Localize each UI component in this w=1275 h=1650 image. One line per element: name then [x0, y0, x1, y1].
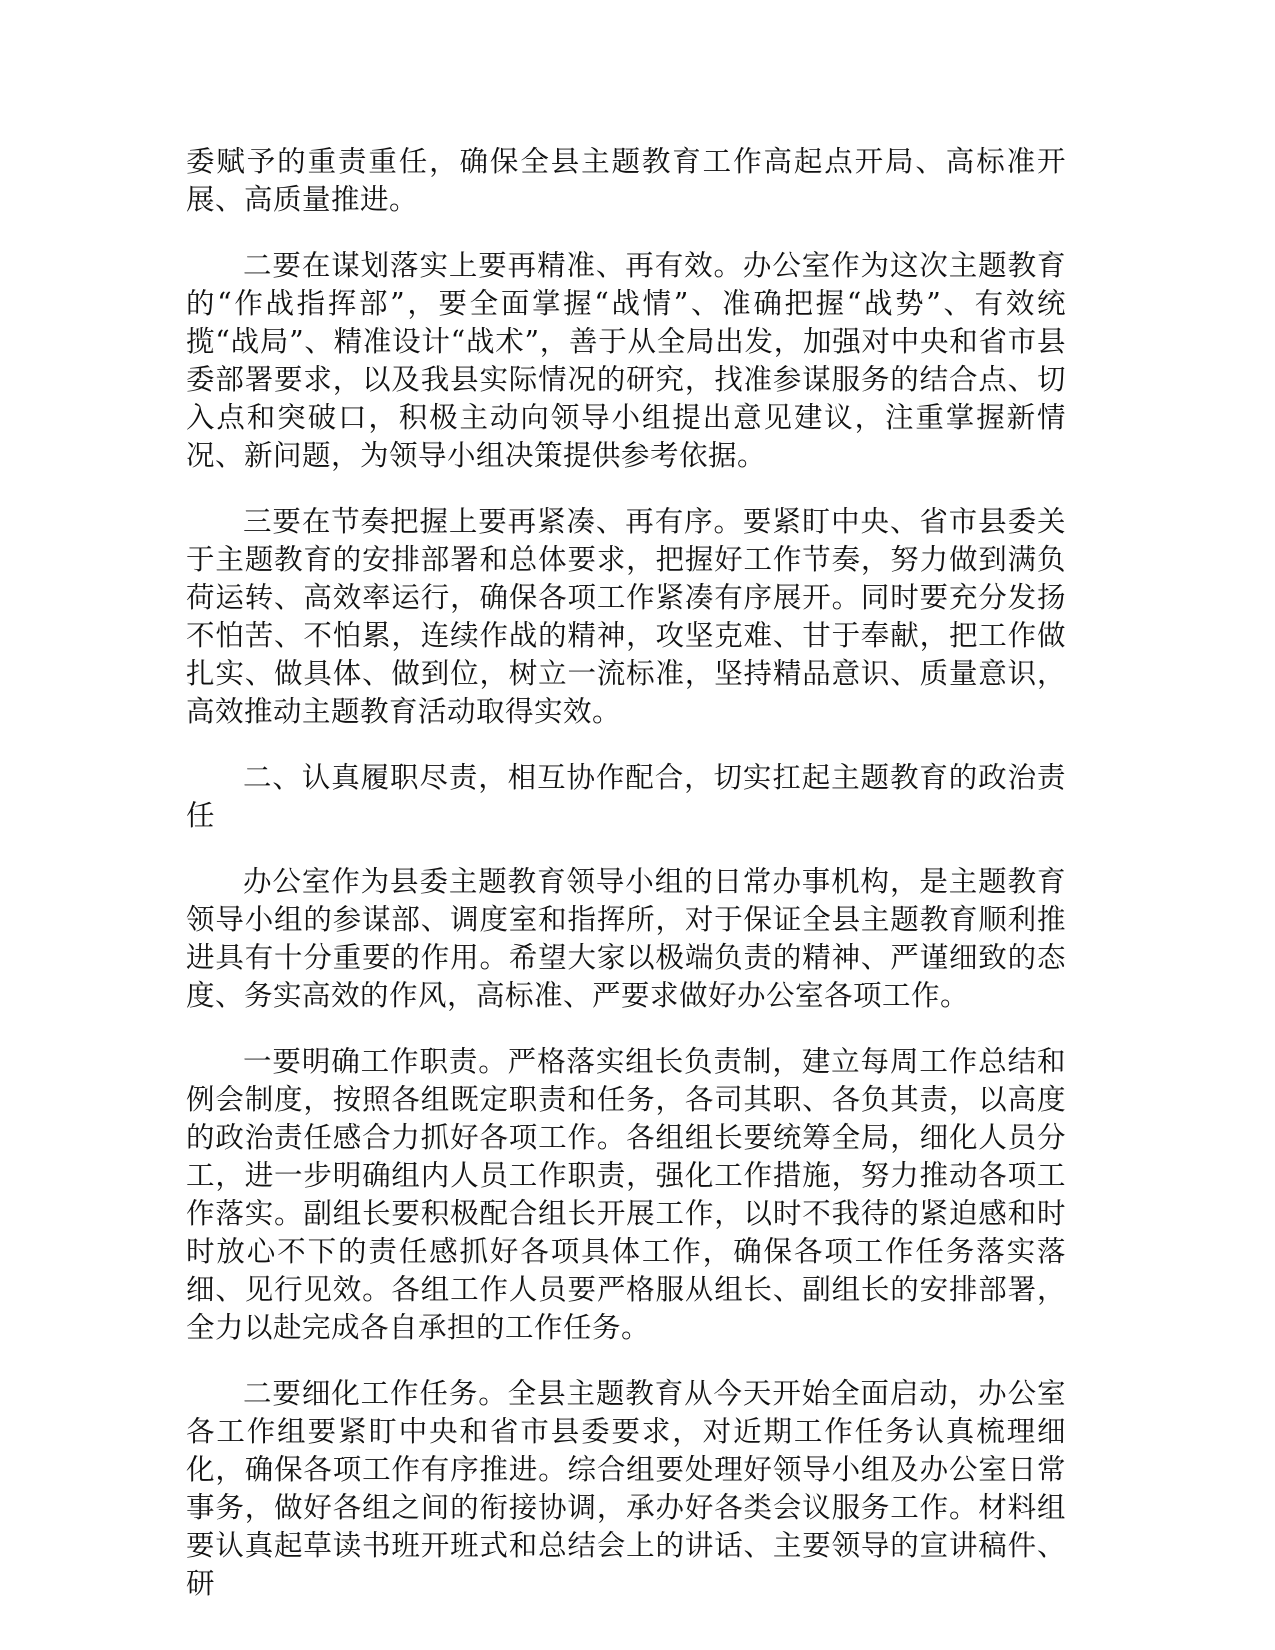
paragraph-responsibilities: 一要明确工作职责。严格落实组长负责制，建立每周工作总结和例会制度，按照各组既定职责和任务，各司其职、各负其责，以高度的政治责任感合力抓好各项工作。各组组长要统筹全局，细化人员分工，进一步明确组内人员工作职责，强化工作措施，努力推动各项工作落实。副组长要积极配合组长开展工作，以时不我待的紧迫感和时时放心不下的责任感抓好各项具体工作，确保各项工作任务落实落细、见行见效。各组工作人员要严格服从组长、副组长的安排部署，全力以赴完成各自承担的工作任务。: [186, 1045, 1066, 1344]
section-heading-duty: 二、认真履职尽责，相互协作配合，切实扛起主题教育的政治责任: [186, 761, 1066, 832]
paragraph-planning: 二要在谋划落实上要再精准、再有效。办公室作为这次主题教育的“作战指挥部”，要全面掌握“战情”、准确把握“战势”、有效统揽“战局”、精准设计“战术”，善于从全局出发，加强对中央和省市县委部署要求，以及我县实际情况的研究，找准参谋服务的结合点、切入点和突破口，积极主动向领导小组提出意见建议，注重掌握新情况、新问题，为领导小组决策提供参考依据。: [186, 249, 1066, 472]
paragraph-continuation: 委赋予的重责重任，确保全县主题教育工作高起点开局、高标准开展、高质量推进。: [186, 145, 1066, 216]
paragraph-tasks: 二要细化工作任务。全县主题教育从今天开始全面启动，办公室各工作组要紧盯中央和省市县委要求，对近期工作任务认真梳理细化，确保各项工作有序推进。综合组要处理好领导小组及办公室日常事务，做好各组之间的衔接协调，承办好各类会议服务工作。材料组要认真起草读书班开班式和总结会上的讲话、主要领导的宣讲稿件、研: [186, 1377, 1066, 1600]
paragraph-rhythm: 三要在节奏把握上要再紧凑、再有序。要紧盯中央、省市县委关于主题教育的安排部署和总体要求，把握好工作节奏，努力做到满负荷运转、高效率运行，确保各项工作紧凑有序展开。同时要充分发扬不怕苦、不怕累，连续作战的精神，攻坚克难、甘于奉献，把工作做扎实、做具体、做到位，树立一流标准，坚持精品意识、质量意识，高效推动主题教育活动取得实效。: [186, 505, 1066, 728]
document-body: [186, 143, 1066, 1631]
paragraph-office-role: 办公室作为县委主题教育领导小组的日常办事机构，是主题教育领导小组的参谋部、调度室和指挥所，对于保证全县主题教育顺利推进具有十分重要的作用。希望大家以极端负责的精神、严谨细致的态度、务实高效的作风，高标准、严要求做好办公室各项工作。: [186, 865, 1066, 1012]
